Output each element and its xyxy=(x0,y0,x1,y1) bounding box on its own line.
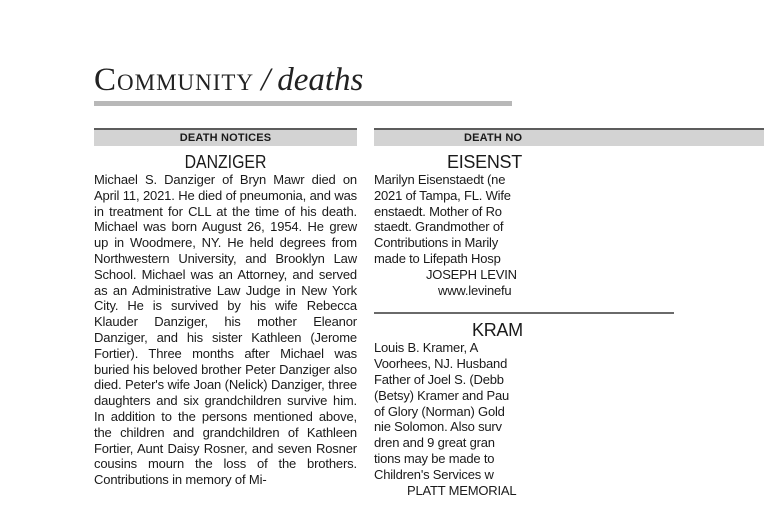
text-line: Louis B. Kramer, A xyxy=(374,340,479,356)
notice-divider xyxy=(374,312,674,314)
death-notices-bar: DEATH NOTICES xyxy=(94,128,357,146)
text-line: staedt. Grandmother of xyxy=(374,219,504,235)
text-line: Marilyn Eisenstaedt (ne xyxy=(374,172,506,187)
text-line: 2021 of Tampa, FL. Wife xyxy=(374,187,511,203)
left-column xyxy=(94,128,357,512)
deceased-name-2: KRAM xyxy=(472,320,523,341)
text-line: Children's Services w xyxy=(374,466,494,482)
obituary-text-2 xyxy=(374,340,674,482)
section-title xyxy=(94,60,363,100)
text-line: tions may be made to xyxy=(374,450,495,466)
text-line: made to Lifepath Hosp xyxy=(374,250,501,266)
text-line: dren and 9 great gran xyxy=(374,435,495,451)
obituary-text-1 xyxy=(374,172,674,267)
funeral-home-website[interactable]: www.levinefu xyxy=(438,282,512,298)
section-name: Community xyxy=(94,62,255,98)
right-column xyxy=(374,128,523,512)
text-line: Voorhees, NJ. Husband xyxy=(374,356,508,372)
funeral-home-1: JOSEPH LEVIN xyxy=(426,266,517,282)
text-line: Father of Joel S. (Debb xyxy=(374,371,504,387)
title-separator: / xyxy=(261,62,271,98)
text-line: (Betsy) Kramer and Pau xyxy=(374,387,510,403)
funeral-home-2: PLATT MEMORIAL xyxy=(407,482,517,498)
deceased-name-1: EISENST xyxy=(447,152,522,172)
text-line: of Glory (Norman) Gold xyxy=(374,403,505,419)
subsection-name: deaths xyxy=(277,62,364,98)
death-notices-bar-right: DEATH NO xyxy=(374,128,764,146)
text-line: nie Solomon. Also surv xyxy=(374,419,502,435)
title-rule xyxy=(94,101,512,106)
text-line: Contributions in Marily xyxy=(374,235,499,251)
obituary-text: Michael S. Danziger of Bryn Mawr died on April 11, 2021. He died of pneumonia, and was in treatment for CLL at the time of his death. Michael was born August 26, 1954. He grew up in Woodmere, NY. He held degrees from Northwestern University, and Brooklyn Law School. Michael was an Attorney, and served as an Administrative Law Judge in New York City. He is survived by his wife Rebecca Klauder Danziger, his mother Eleanor Danziger, and his sister Kathleen (Jerome Fortier). Three months after Michael was buried his beloved brother Peter Danziger also died. Peter's wife Joan (Nelick) Danziger, three daughters and six grandchildren survive him. In addition to the persons mentioned above, the children and grandchildren of Kathleen Fortier, Aunt Daisy Rosner, and seven Rosner cousins mourn the loss of the brothers. Contributions in memory of Mi- xyxy=(94,172,357,488)
text-line: enstaedt. Mother of Ro xyxy=(374,203,502,219)
deceased-name: DANZIGER xyxy=(184,152,267,172)
